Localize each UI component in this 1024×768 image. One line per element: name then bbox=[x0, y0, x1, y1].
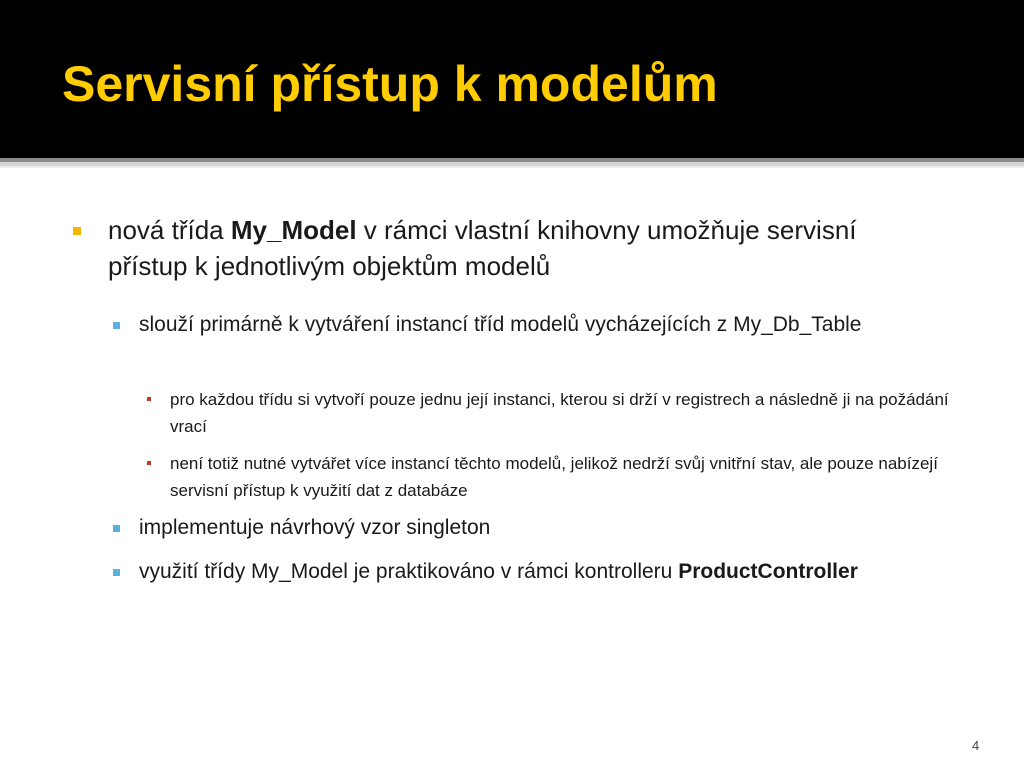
bullet-item-level2: slouží primárně k vytváření instancí tříd modelů vycházejících z My_Db_Table bbox=[139, 313, 862, 336]
bullet-text: využití třídy My_Model je praktikováno v rámci kontrolleru bbox=[139, 560, 679, 583]
bullet-text: v rámci vlastní knihovny umožňuje servisní přístup k jednotlivým objektům modelů bbox=[108, 215, 857, 281]
page-number: 4 bbox=[972, 738, 980, 753]
bullet-text: nová třída bbox=[108, 215, 231, 245]
bullet-square-icon bbox=[113, 569, 120, 576]
title-bar bbox=[0, 0, 1024, 158]
bullet-item-level3: není totiž nutné vytvářet více instancí těchto modelů, jelikož nedrží svůj vnitřní stav, ale pouze nabízejí servisní přístup k využití dat z databáze bbox=[170, 454, 938, 500]
bullet-item-level1 bbox=[108, 212, 928, 284]
bullet-square-icon bbox=[147, 397, 151, 401]
bullet-item-level2 bbox=[139, 556, 939, 588]
title-divider-highlight bbox=[0, 166, 1024, 168]
bullet-square-icon bbox=[113, 525, 120, 532]
bullet-square-icon bbox=[147, 461, 151, 465]
bullet-item-level2: implementuje návrhový vzor singleton bbox=[139, 516, 491, 539]
bullet-text-bold: My_Model bbox=[230, 215, 357, 245]
bullet-item-level3: pro každou třídu si vytvoří pouze jednu její instanci, kterou si drží v registrech a následně ji na požádání vrací bbox=[170, 390, 949, 436]
slide-title: Servisní přístup k modelům bbox=[62, 56, 718, 112]
bullet-square-icon bbox=[73, 227, 81, 235]
bullet-square-icon bbox=[113, 322, 120, 329]
bullet-text-bold: ProductController bbox=[678, 560, 858, 583]
